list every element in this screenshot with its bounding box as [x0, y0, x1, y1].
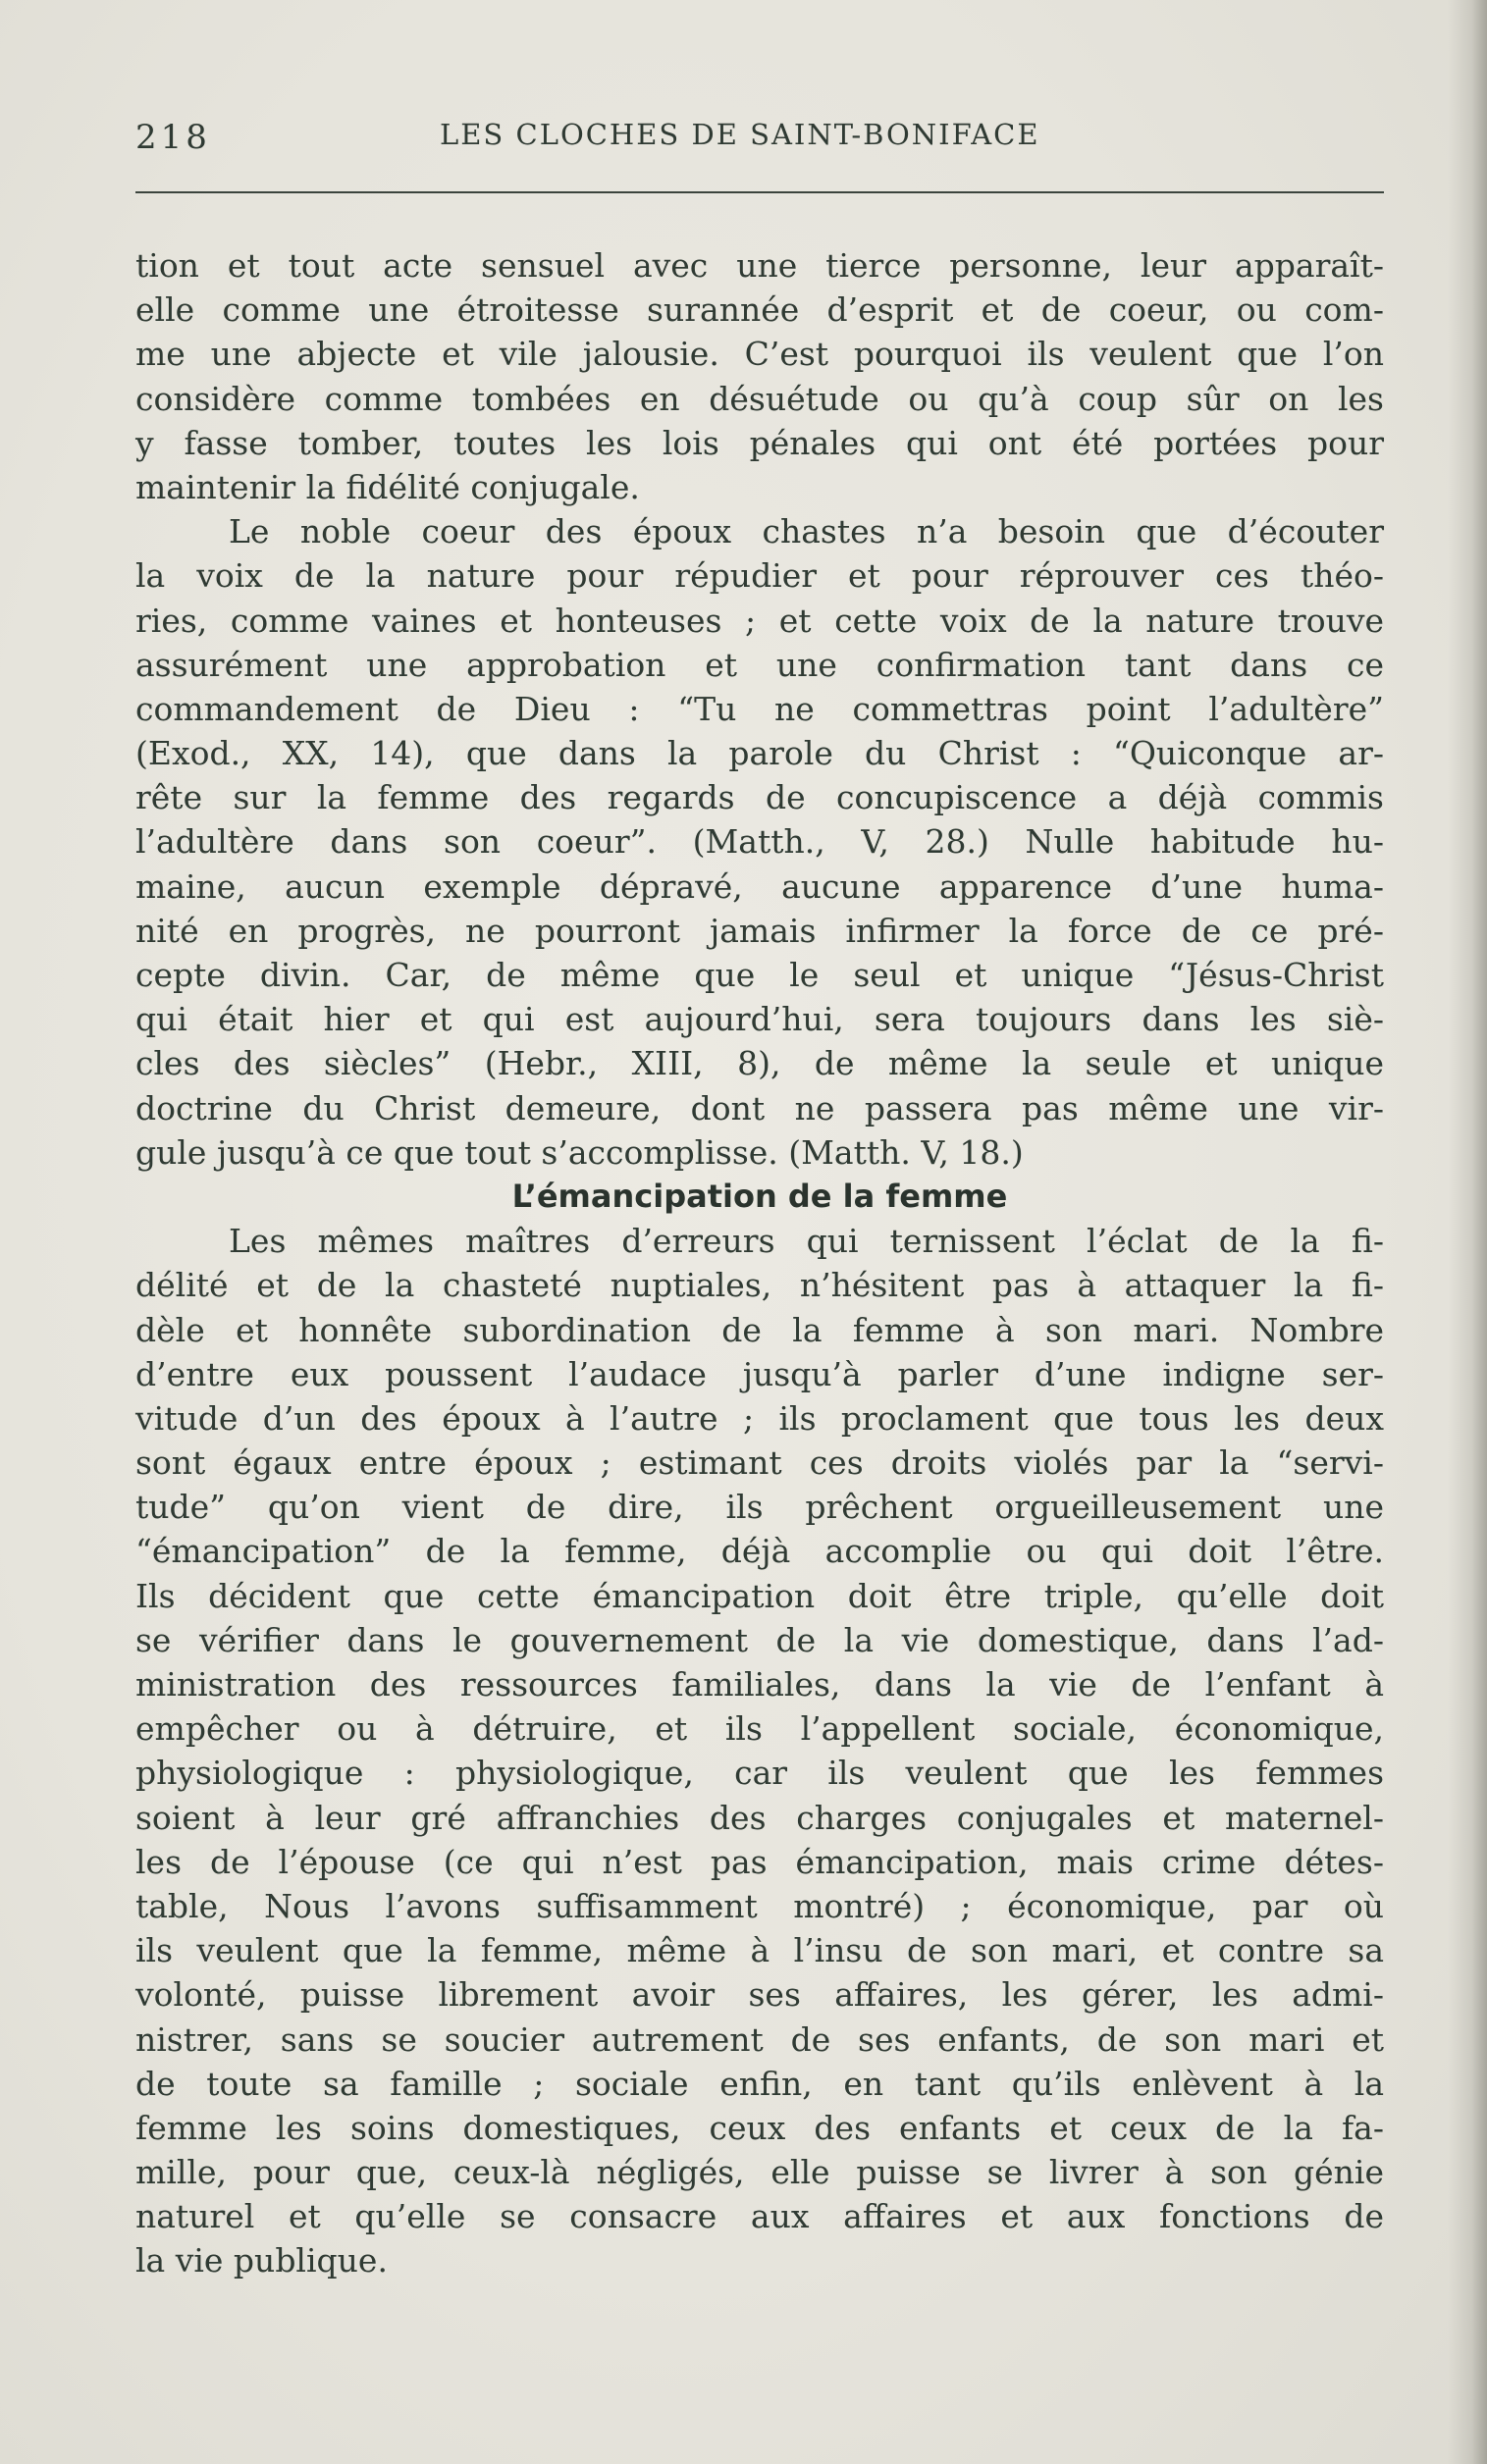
page-number: 218: [135, 118, 211, 157]
text-line: nistrer, sans se soucier autrement de ses enfants, de son mari et: [135, 2019, 1384, 2059]
section-heading: L’émancipation de la femme: [511, 1177, 1008, 1215]
text-line: femme les soins domestiques, ceux des enfants et ceux de la fa-: [135, 2108, 1384, 2147]
text-line: elle comme une étroitesse surannée d’esprit et de coeur, ou com-: [135, 290, 1384, 330]
text-line: ils veulent que la femme, même à l’insu de son mari, et contre sa: [135, 1931, 1384, 1970]
body-text: [135, 243, 1384, 2283]
text-line: de toute sa famille ; sociale enfin, en tant qu’ils enlèvent à la: [135, 2064, 1384, 2103]
header-rule: [135, 191, 1384, 193]
text-line: soient à leur gré affranchies des charges conjugales et maternel-: [135, 1798, 1384, 1837]
text-line: doctrine du Christ demeure, dont ne passera pas même une vir-: [135, 1088, 1384, 1127]
text-line: cles des siècles” (Hebr., XIII, 8), de même la seule et unique: [135, 1044, 1384, 1083]
text-line: y fasse tomber, toutes les lois pénales qui ont été portées pour: [135, 423, 1384, 462]
text-line: empêcher ou à détruire, et ils l’appellent sociale, économique,: [135, 1709, 1384, 1749]
text-line: cepte divin. Car, de même que le seul et unique “Jésus-Christ: [135, 956, 1384, 994]
text-line: considère comme tombées en désuétude ou qu’à coup sûr on les: [135, 379, 1384, 418]
text-line: Ils décident que cette émancipation doit être triple, qu’elle doit: [135, 1576, 1384, 1615]
page-header: [135, 110, 1382, 169]
text-line: “émancipation” de la femme, déjà accomplie ou qui doit l’être.: [135, 1532, 1384, 1571]
text-line: commandement de Dieu : “Tu ne commettras point l’adultère”: [135, 689, 1384, 728]
text-line: dèle et honnête subordination de la femme à son mari. Nombre: [135, 1310, 1384, 1349]
text-line: (Exod., XX, 14), que dans la parole du Christ : “Quiconque ar-: [135, 734, 1384, 773]
text-line: ministration des ressources familiales, dans la vie de l’enfant à: [135, 1665, 1384, 1704]
text-line: qui était hier et qui est aujourd’hui, sera toujours dans les siè-: [135, 1000, 1384, 1039]
text-line: maine, aucun exemple dépravé, aucune apparence d’une huma-: [135, 866, 1384, 906]
text-line: vitude d’un des époux à l’autre ; ils proclament que tous les deux: [135, 1398, 1384, 1438]
text-line: tion et tout acte sensuel avec une tierce personne, leur apparaît-: [135, 246, 1384, 285]
text-line: naturel et qu’elle se consacre aux affaires et aux fonctions de: [135, 2197, 1384, 2236]
text-line: rête sur la femme des regards de concupiscence a déjà commis: [135, 778, 1384, 817]
text-line: nité en progrès, ne pourront jamais infirmer la force de ce pré-: [135, 911, 1384, 950]
text-line: Les mêmes maîtres d’erreurs qui ternissent l’éclat de la fi-: [229, 1222, 1384, 1261]
text-line: la vie publique.: [135, 2241, 388, 2281]
text-line: sont égaux entre époux ; estimant ces droits violés par la “servi-: [135, 1443, 1384, 1483]
text-line: physiologique : physiologique, car ils veulent que les femmes: [135, 1754, 1384, 1793]
text-line: l’adultère dans son coeur”. (Matth., V, 28.) Nulle habitude hu-: [135, 822, 1384, 862]
text-line: assurément une approbation et une confirmation tant dans ce: [135, 645, 1384, 684]
text-line: maintenir la fidélité conjugale.: [135, 467, 640, 506]
running-title: LES CLOCHES DE SAINT-BONIFACE: [440, 118, 1040, 151]
text-line: gule jusqu’à ce que tout s’accomplisse. (Matth. V, 18.): [135, 1132, 1024, 1172]
text-line: d’entre eux poussent l’audace jusqu’à parler d’une indigne ser-: [135, 1354, 1384, 1393]
text-line: Le noble coeur des époux chastes n’a besoin que d’écouter: [229, 512, 1384, 551]
text-line: table, Nous l’avons suffisamment montré) ; économique, par où: [135, 1886, 1384, 1925]
text-line: délité et de la chasteté nuptiales, n’hésitent pas à attaquer la fi-: [135, 1266, 1384, 1305]
text-line: tude” qu’on vient de dire, ils prêchent orgueilleusement une: [135, 1488, 1384, 1527]
paragraph-2: [135, 509, 1384, 1175]
text-line: la voix de la nature pour répudier et pour réprouver ces théo-: [135, 556, 1384, 596]
text-line: se vérifier dans le gouvernement de la vie domestique, dans l’ad-: [135, 1620, 1384, 1659]
paragraph-1: [135, 243, 1384, 509]
text-line: me une abjecte et vile jalousie. C’est pourquoi ils veulent que l’on: [135, 335, 1384, 374]
paragraph-3: [135, 1219, 1384, 2283]
text-line: mille, pour que, ceux-là négligés, elle puisse se livrer à son génie: [135, 2153, 1384, 2192]
text-line: ries, comme vaines et honteuses ; et cette voix de la nature trouve: [135, 601, 1384, 640]
text-line: les de l’épouse (ce qui n’est pas émancipation, mais crime détes-: [135, 1842, 1384, 1881]
page-edge-shadow: [1448, 0, 1487, 2464]
text-line: volonté, puisse librement avoir ses affaires, les gérer, les admi-: [135, 1975, 1384, 2015]
